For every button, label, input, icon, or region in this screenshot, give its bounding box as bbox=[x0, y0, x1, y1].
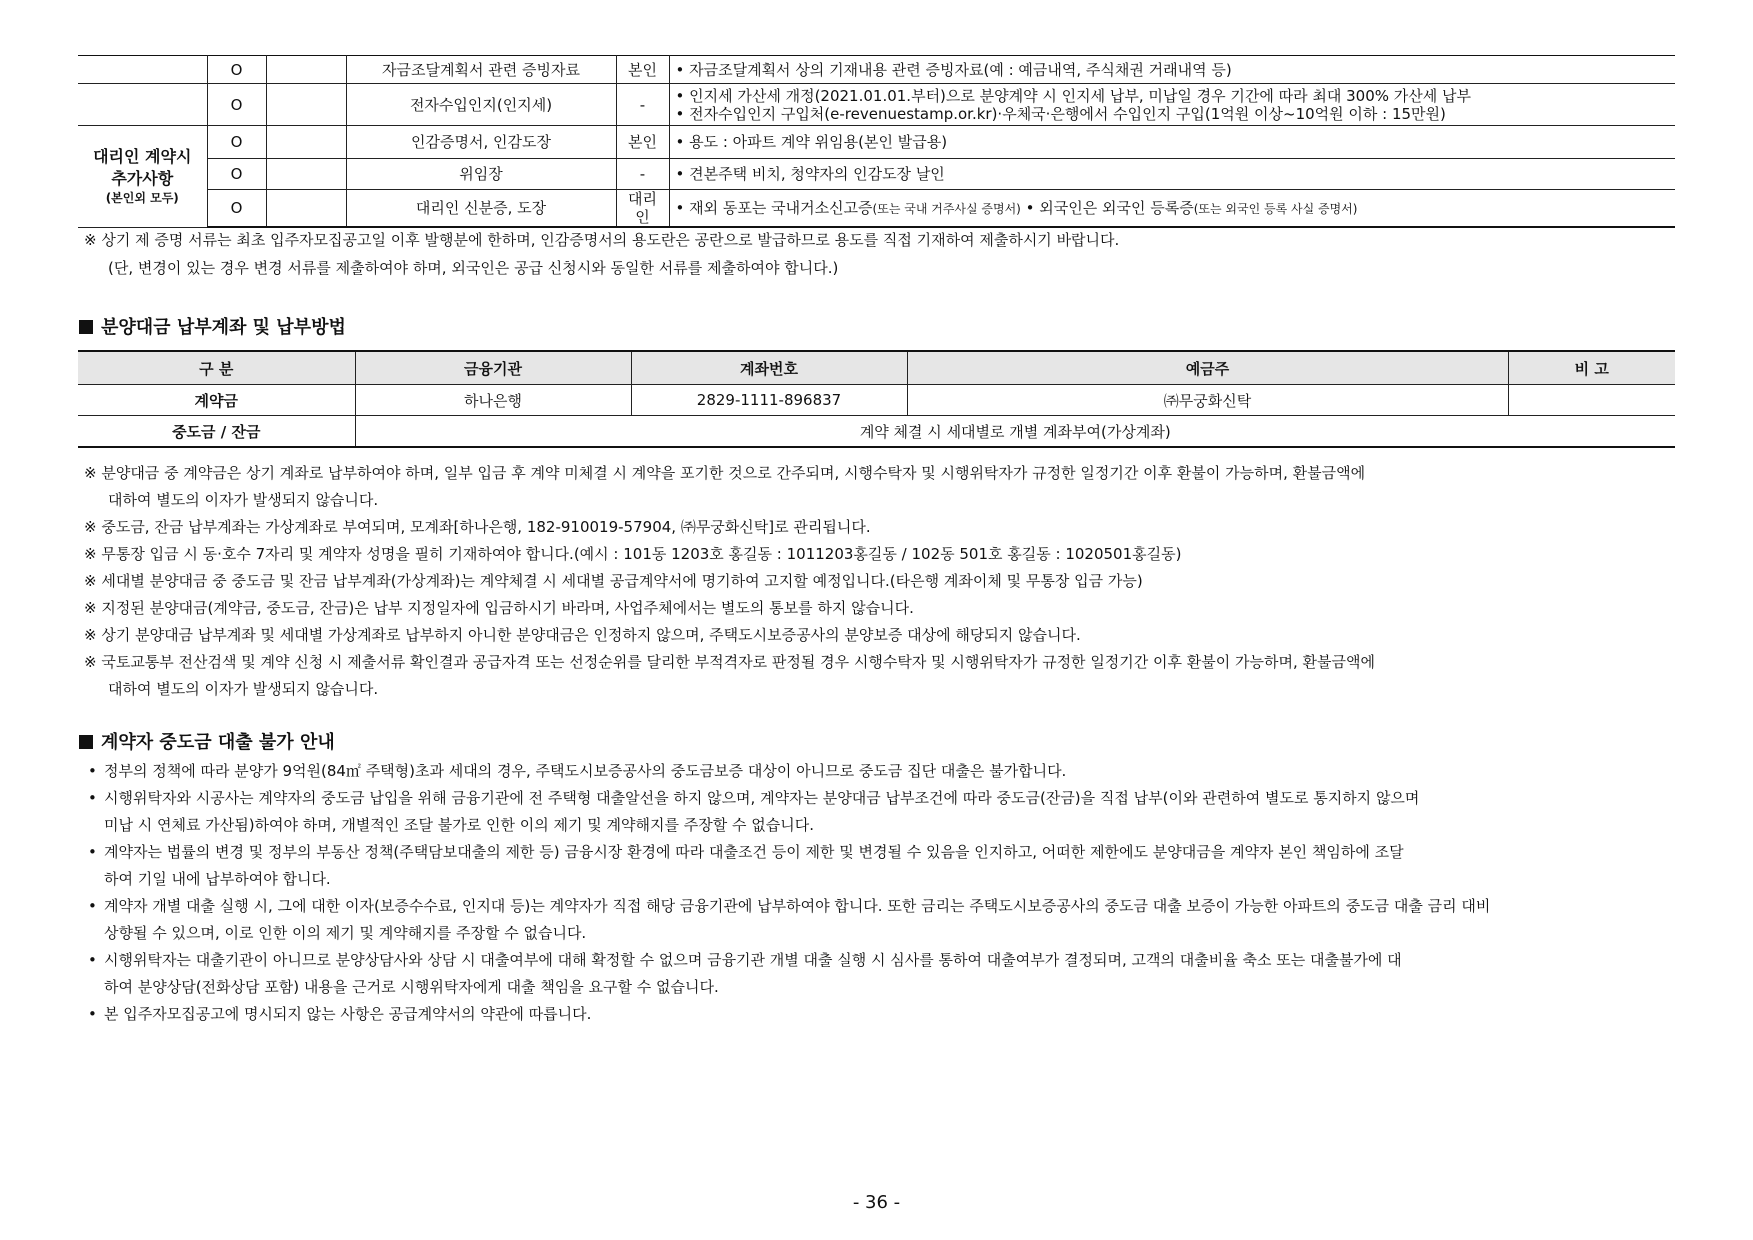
required-mark: O bbox=[207, 56, 266, 84]
table-row bbox=[78, 84, 1675, 126]
list-item-continuation: 하여 기일 내에 납부하여야 합니다. bbox=[104, 870, 331, 888]
required-mark: O bbox=[207, 159, 266, 190]
table-row bbox=[78, 56, 1675, 84]
payment-notes bbox=[84, 460, 1375, 703]
column-header: 구 분 bbox=[78, 351, 355, 385]
table-row bbox=[78, 126, 1675, 159]
account-number: 2829-1111-896837 bbox=[631, 385, 907, 416]
note-line: ※ 중도금, 잔금 납부계좌는 가상계좌로 부여되며, 모계좌[하나은행, 182-910019-57904, ㈜무궁화신탁]로 관리됩니다. bbox=[84, 518, 871, 536]
document-name: 위임장 bbox=[346, 159, 616, 190]
virtual-account-info: 계약 체결 시 세대별로 개별 계좌부여(가상계좌) bbox=[355, 416, 1675, 448]
table-row bbox=[78, 385, 1675, 416]
list-item: • 본 입주자모집공고에 명시되지 않는 사항은 공급계약서의 약관에 따릅니다. bbox=[88, 1001, 1490, 1028]
document-description: • 재외 동포는 국내거소신고증(또는 국내 거주사실 증명서) • 외국인은 외국인 등록증(또는 외국인 등록 사실 증명서) bbox=[669, 190, 1675, 228]
document-description: • 인지세 가산세 개정(2021.01.01.부터)으로 분양계약 시 인지세 납부, 미납일 경우 기간에 따라 최대 300% 가산세 납부 • 전자수입인지 구입처(e-revenuestamp.or.kr)·우체국·은행에서 수입인지 구입(1억원 이상~10억원 이하 : 15만원) bbox=[669, 84, 1675, 126]
loan-notice-list bbox=[88, 758, 1490, 1028]
row-label: 중도금 / 잔금 bbox=[78, 416, 355, 448]
table-row bbox=[78, 190, 1675, 228]
square-bullet-icon bbox=[79, 735, 93, 749]
note-line: ※ 무통장 입금 시 동·호수 7자리 및 계약자 성명을 필히 기재하여야 합니다.(예시 : 101동 1203호 홍길동 : 1011203홍길동 / 102동 501호 홍길동 : 1020501홍길동) bbox=[84, 545, 1182, 563]
table-header-row bbox=[78, 351, 1675, 385]
document-name: 인감증명서, 인감도장 bbox=[346, 126, 616, 159]
note-line: ※ 상기 분양대금 납부계좌 및 세대별 가상계좌로 납부하지 아니한 분양대금은 인정하지 않으며, 주택도시보증공사의 분양보증 대상에 해당되지 않습니다. bbox=[84, 626, 1081, 644]
list-item: • 정부의 정책에 따라 분양가 9억원(84㎡ 주택형)초과 세대의 경우, 주택도시보증공사의 중도금보증 대상이 아니므로 중도금 집단 대출은 불가합니다. bbox=[88, 758, 1490, 785]
note-line: ※ 국토교통부 전산검색 및 계약 신청 시 제출서류 확인결과 공급자격 또는 선정순위를 달리한 부적격자로 판정될 경우 시행수탁자 및 시행위탁자가 규정한 일정기간 이후 환불이 가능하며, 환불금액에 bbox=[84, 653, 1375, 671]
bank-name: 하나은행 bbox=[355, 385, 631, 416]
section-title-loan-notice: 계약자 중도금 대출 불가 안내 bbox=[79, 728, 335, 754]
page-number: - 36 - bbox=[852, 1192, 901, 1213]
document-note: (단, 변경이 있는 경우 변경 서류를 제출하여야 하며, 외국인은 공급 신청시와 동일한 서류를 제출하여야 합니다.) bbox=[108, 259, 839, 277]
column-header: 비 고 bbox=[1508, 351, 1675, 385]
submitter: - bbox=[616, 84, 669, 126]
list-item: • 계약자는 법률의 변경 및 정부의 부동산 정책(주택담보대출의 제한 등) 금융시장 환경에 따라 대출조건 등이 제한 및 변경될 수 있음을 인지하고, 어떠한 제한에도 분양대금을 계약자 본인 책임하에 조달 bbox=[88, 839, 1490, 866]
square-bullet-icon bbox=[79, 320, 93, 334]
note-line: ※ 지정된 분양대금(계약금, 중도금, 잔금)은 납부 지정일자에 입금하시기 바라며, 사업주체에서는 별도의 통보를 하지 않습니다. bbox=[84, 599, 914, 617]
section-title-payment-account: 분양대금 납부계좌 및 납부방법 bbox=[79, 313, 346, 339]
row-label: 계약금 bbox=[78, 385, 355, 416]
submitter: - bbox=[616, 159, 669, 190]
column-header: 예금주 bbox=[907, 351, 1508, 385]
table-row bbox=[78, 416, 1675, 448]
list-item-continuation: 하여 분양상담(전화상담 포함) 내용을 근거로 시행위탁자에게 대출 책임을 요구할 수 없습니다. bbox=[104, 978, 719, 996]
note-line: ※ 세대별 분양대금 중 중도금 및 잔금 납부계좌(가상계좌)는 계약체결 시 세대별 공급계약서에 명기하여 고지할 예정입니다.(타은행 계좌이체 및 무통장 입금 가능) bbox=[84, 572, 1143, 590]
document-name: 대리인 신분증, 도장 bbox=[346, 190, 616, 228]
list-item: • 계약자 개별 대출 실행 시, 그에 대한 이자(보증수수료, 인지대 등)는 계약자가 직접 해당 금융기관에 납부하여야 합니다. 또한 금리는 주택도시보증공사의 중도금 대출 보증이 가능한 아파트의 중도금 대출 금리 대비 bbox=[88, 893, 1490, 920]
list-item-continuation: 상향될 수 있으며, 이로 인한 이의 제기 및 계약해지를 주장할 수 없습니다. bbox=[104, 924, 587, 942]
document-name: 자금조달계획서 관련 증빙자료 bbox=[346, 56, 616, 84]
account-holder: ㈜무궁화신탁 bbox=[907, 385, 1508, 416]
submitter: 대리인 bbox=[616, 190, 669, 228]
table-row bbox=[78, 159, 1675, 190]
list-item-continuation: 미납 시 연체료 가산됨)하여야 하며, 개별적인 조달 불가로 인한 이의 제기 및 계약해지를 주장할 수 없습니다. bbox=[104, 816, 814, 834]
remarks bbox=[1508, 385, 1675, 416]
document-description: • 견본주택 비치, 청약자의 인감도장 날인 bbox=[669, 159, 1675, 190]
required-mark: O bbox=[207, 126, 266, 159]
column-header: 계좌번호 bbox=[631, 351, 907, 385]
column-header: 금융기관 bbox=[355, 351, 631, 385]
list-item: • 시행위탁자는 대출기관이 아니므로 분양상담사와 상담 시 대출여부에 대해 확정할 수 없으며 금융기관 개별 대출 실행 시 심사를 통하여 대출여부가 결정되며, 고객의 대출비율 축소 또는 대출불가에 대 bbox=[88, 947, 1490, 974]
payment-account-table bbox=[78, 350, 1675, 448]
note-line: 대하여 별도의 이자가 발생되지 않습니다. bbox=[108, 680, 379, 698]
submitter: 본인 bbox=[616, 56, 669, 84]
document-note: ※ 상기 제 증명 서류는 최초 입주자모집공고일 이후 발행분에 한하며, 인감증명서의 용도란은 공란으로 발급하므로 용도를 직접 기재하여 제출하시기 바랍니다. bbox=[84, 231, 1120, 249]
submitter: 본인 bbox=[616, 126, 669, 159]
note-line: 대하여 별도의 이자가 발생되지 않습니다. bbox=[108, 491, 379, 509]
proxy-group-label: 대리인 계약시 추가사항 (본인외 모두) bbox=[78, 126, 207, 228]
required-mark: O bbox=[207, 84, 266, 126]
note-line: ※ 분양대금 중 계약금은 상기 계좌로 납부하여야 하며, 일부 입금 후 계약 미체결 시 계약을 포기한 것으로 간주되며, 시행수탁자 및 시행위탁자가 규정한 일정기간 이후 환불이 가능하며, 환불금액에 bbox=[84, 464, 1366, 482]
required-mark: O bbox=[207, 190, 266, 228]
list-item: • 시행위탁자와 시공사는 계약자의 중도금 납입을 위해 금융기관에 전 주택형 대출알선을 하지 않으며, 계약자는 분양대금 납부조건에 따라 중도금(잔금)을 직접 납부(이와 관련하여 별도로 통지하지 않으며 bbox=[88, 785, 1490, 812]
document-description: • 용도 : 아파트 계약 위임용(본인 발급용) bbox=[669, 126, 1675, 159]
document-name: 전자수입인지(인지세) bbox=[346, 84, 616, 126]
document-description: • 자금조달계획서 상의 기재내용 관련 증빙자료(예 : 예금내역, 주식채권 거래내역 등) bbox=[669, 56, 1675, 84]
required-documents-table bbox=[78, 55, 1675, 228]
